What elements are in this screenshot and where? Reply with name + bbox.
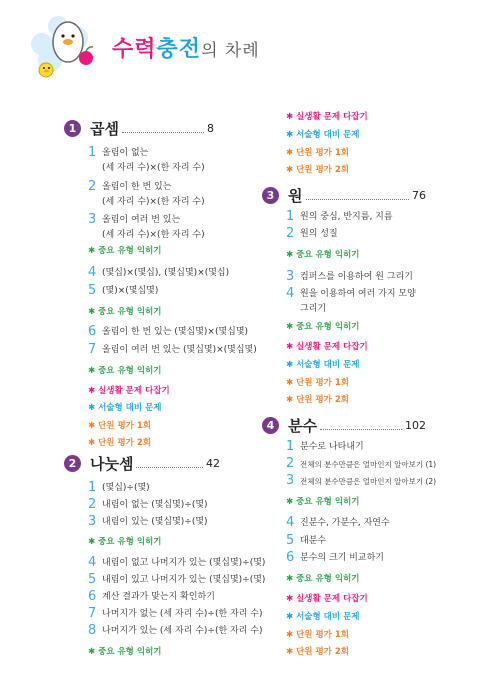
lesson-item[interactable] — [286, 515, 390, 531]
lesson-item[interactable] — [88, 589, 215, 605]
chapter-page: 8 — [207, 121, 214, 135]
lesson-number: 6 — [88, 589, 97, 604]
extra-practice-link[interactable]: ✱ 실생활 문제 다잡기 — [286, 342, 368, 352]
lesson-line: 올림이 한 번 있는 (몇십몇)×(몇십몇) — [102, 327, 249, 337]
chapter-3-heading[interactable] — [262, 184, 426, 206]
lesson-number: 4 — [88, 555, 97, 570]
extra-label: 단원 평가 2회 — [98, 438, 151, 448]
extra-label: 서술형 대비 문제 — [296, 130, 360, 140]
lesson-item[interactable] — [88, 480, 150, 496]
extra-label: 실생활 문제 다잡기 — [296, 342, 368, 352]
extra-label: 서술형 대비 문제 — [296, 612, 360, 622]
lesson-title — [102, 342, 257, 358]
lesson-number: 5 — [286, 533, 295, 548]
extra-test-2-link[interactable]: ✱ 단원 평가 2회 — [286, 165, 349, 175]
lesson-item[interactable] — [88, 265, 229, 281]
lesson-title — [102, 606, 262, 622]
lesson-line: 진분수, 가분수, 자연수 — [300, 518, 390, 528]
lesson-title — [300, 473, 436, 489]
extra-label: 단원 평가 2회 — [296, 395, 349, 405]
extra-test-1-link[interactable]: ✱ 단원 평가 1회 — [286, 378, 349, 388]
lesson-item[interactable] — [286, 456, 436, 472]
chapter-page: 42 — [206, 456, 220, 470]
lesson-title — [102, 480, 150, 496]
extra-test-1-link[interactable]: ✱ 단원 평가 1회 — [286, 148, 349, 158]
lesson-line: 전체의 분수만큼은 얼마인지 알아보기 (1) — [300, 460, 437, 469]
lesson-number: 3 — [286, 269, 295, 284]
lesson-title — [102, 324, 248, 340]
lesson-item[interactable] — [286, 286, 416, 317]
review-label: 중요 유형 익히기 — [98, 537, 162, 547]
lesson-number: 7 — [88, 342, 97, 357]
lesson-number: 2 — [88, 179, 97, 194]
leader-dots — [122, 123, 204, 133]
lesson-line: (세 자리 수)×(한 자리 수) — [102, 230, 205, 240]
lesson-title — [102, 497, 208, 513]
chapter-number-badge: 1 — [64, 120, 81, 137]
lesson-line: (몇)×(몇십몇) — [102, 286, 159, 296]
lesson-item[interactable] — [88, 555, 265, 571]
review-item[interactable]: ✱ 중요 유형 익히기 — [88, 366, 162, 376]
chapter-title: 분수 — [288, 416, 317, 435]
lesson-number: 8 — [88, 623, 97, 638]
extra-test-2-link[interactable]: ✱ 단원 평가 2회 — [88, 438, 151, 448]
extra-test-1-link[interactable]: ✱ 단원 평가 1회 — [88, 421, 151, 431]
review-item[interactable]: ✱ 중요 유형 익히기 — [286, 574, 360, 584]
lesson-item[interactable] — [286, 209, 393, 225]
lesson-line: 원을 이용하여 여러 가지 모양 — [300, 289, 416, 299]
lesson-title — [300, 269, 413, 285]
lesson-line: 올림이 여러 번 있는 (몇십몇)×(몇십몇) — [102, 345, 257, 355]
extra-practice-link[interactable]: ✱ 실생활 문제 다잡기 — [88, 386, 170, 396]
title-char-3: 충 — [156, 37, 179, 62]
lesson-title — [102, 589, 215, 605]
review-item[interactable]: ✱ 중요 유형 익히기 — [88, 647, 162, 657]
extra-label: 실생활 문제 다잡기 — [98, 386, 170, 396]
lesson-number: 2 — [286, 456, 295, 471]
lesson-line: 올림이 없는 — [102, 148, 149, 158]
lesson-title — [300, 286, 416, 317]
review-label: 중요 유형 익히기 — [98, 366, 162, 376]
chapter-page: 76 — [412, 188, 426, 202]
lesson-number: 4 — [286, 515, 295, 530]
chapter-page: 102 — [405, 418, 426, 432]
lesson-item[interactable] — [88, 572, 265, 588]
lesson-title — [102, 145, 205, 176]
lesson-number: 7 — [88, 606, 97, 621]
title-char-1: 수 — [112, 37, 135, 62]
lesson-number: 5 — [88, 283, 97, 298]
lesson-item[interactable] — [88, 623, 262, 639]
extra-essay-link[interactable]: ✱ 서술형 대비 문제 — [286, 360, 360, 370]
lesson-item[interactable] — [88, 212, 205, 243]
page-title — [112, 32, 260, 63]
lesson-line: 분수로 나타내기 — [300, 442, 364, 452]
lesson-number: 3 — [286, 473, 295, 488]
lesson-line: 올림이 여러 번 있는 — [102, 215, 181, 225]
lesson-title — [102, 265, 229, 281]
chapter-title: 곱셈 — [90, 119, 119, 138]
extra-label: 서술형 대비 문제 — [98, 403, 162, 413]
lesson-title — [102, 555, 265, 571]
extra-label: 단원 평가 2회 — [296, 647, 349, 657]
lesson-title — [102, 283, 158, 299]
lesson-number: 4 — [88, 265, 97, 280]
review-item[interactable]: ✱ 중요 유형 익히기 — [286, 250, 360, 260]
lesson-number: 6 — [88, 324, 97, 339]
chapter-1-heading[interactable] — [64, 117, 214, 139]
review-item[interactable]: ✱ 중요 유형 익히기 — [88, 537, 162, 547]
extra-label: 서술형 대비 문제 — [296, 360, 360, 370]
title-char-2: 력 — [134, 37, 157, 62]
lesson-title — [102, 212, 205, 243]
lesson-item[interactable] — [88, 606, 262, 622]
lesson-line: 내림이 있는 (몇십몇)÷(몇) — [102, 517, 208, 527]
title-suffix: 의 차례 — [201, 41, 260, 61]
lesson-title — [102, 179, 205, 210]
extra-label: 단원 평가 1회 — [98, 421, 151, 431]
duck-mascot-icon — [28, 8, 108, 88]
lesson-item[interactable] — [88, 179, 205, 210]
review-label: 중요 유형 익히기 — [98, 307, 162, 317]
lesson-line: 나머지가 없는 (세 자리 수)÷(한 자리 수) — [102, 609, 263, 619]
lesson-line: 분수의 크기 비교하기 — [300, 553, 384, 563]
lesson-line: 원의 중심, 반지름, 지름 — [300, 212, 393, 222]
lesson-item[interactable] — [286, 550, 384, 566]
lesson-line: (몇십)÷(몇) — [102, 483, 150, 493]
lesson-item[interactable] — [88, 514, 208, 530]
chapter-title: 나눗셈 — [90, 454, 134, 473]
lesson-line: 계산 결과가 맞는지 확인하기 — [102, 592, 215, 602]
lesson-item[interactable] — [286, 473, 436, 489]
lesson-number: 3 — [88, 212, 97, 227]
lesson-title — [300, 209, 393, 225]
lesson-number: 1 — [88, 145, 97, 160]
lesson-number: 3 — [88, 514, 97, 529]
lesson-number: 6 — [286, 550, 295, 565]
review-item[interactable]: ✱ 중요 유형 익히기 — [286, 497, 360, 507]
lesson-number: 1 — [88, 480, 97, 495]
extra-essay-link[interactable]: ✱ 서술형 대비 문제 — [286, 130, 360, 140]
lesson-item[interactable] — [88, 342, 257, 358]
lesson-line: 그리기 — [300, 304, 327, 314]
lesson-line: 올림이 한 번 있는 — [102, 182, 172, 192]
leader-dots — [306, 190, 410, 200]
lesson-number: 1 — [286, 209, 295, 224]
review-label: 중요 유형 익히기 — [296, 250, 360, 260]
extra-essay-link[interactable]: ✱ 서술형 대비 문제 — [286, 612, 360, 622]
leader-dots — [320, 420, 402, 430]
extra-test-2-link[interactable]: ✱ 단원 평가 2회 — [286, 647, 349, 657]
lesson-item[interactable] — [286, 226, 338, 242]
lesson-line: 내림이 없고 나머지가 있는 (몇십몇)÷(몇) — [102, 558, 266, 568]
lesson-title — [102, 623, 262, 639]
extra-label: 실생활 문제 다잡기 — [296, 112, 368, 122]
leader-dots — [136, 458, 203, 468]
lesson-line: 대분수 — [300, 536, 327, 546]
chapter-4-heading[interactable] — [262, 414, 426, 436]
lesson-line: 전체의 분수만큼은 얼마인지 알아보기 (2) — [300, 477, 437, 486]
lesson-title — [300, 439, 364, 455]
lesson-line: 내림이 있고 나머지가 있는 (몇십몇)÷(몇) — [102, 575, 266, 585]
lesson-item[interactable] — [286, 533, 326, 549]
extra-practice-link[interactable]: ✱ 실생활 문제 다잡기 — [286, 594, 368, 604]
review-label: 중요 유형 익히기 — [296, 322, 360, 332]
lesson-item[interactable] — [88, 145, 205, 176]
review-item[interactable]: ✱ 중요 유형 익히기 — [286, 322, 360, 332]
lesson-title — [300, 550, 384, 566]
lesson-line: 내림이 없는 (몇십몇)÷(몇) — [102, 500, 208, 510]
lesson-line: (몇십)×(몇십), (몇십몇)×(몇십) — [102, 268, 230, 278]
extra-label: 단원 평가 1회 — [296, 378, 349, 388]
lesson-line: 원의 성질 — [300, 229, 338, 239]
lesson-title — [300, 515, 390, 531]
chapter-title: 원 — [288, 186, 303, 205]
lesson-item[interactable] — [88, 497, 208, 513]
lesson-item[interactable] — [286, 439, 364, 455]
lesson-item[interactable] — [286, 269, 413, 285]
extra-test-1-link[interactable]: ✱ 단원 평가 1회 — [286, 630, 349, 640]
extra-label: 단원 평가 1회 — [296, 148, 349, 158]
lesson-title — [300, 533, 326, 549]
review-item[interactable]: ✱ 중요 유형 익히기 — [88, 307, 162, 317]
lesson-line: (세 자리 수)×(한 자리 수) — [102, 197, 205, 207]
review-label: 중요 유형 익히기 — [296, 574, 360, 584]
lesson-line: 컴퍼스를 이용하여 원 그리기 — [300, 272, 413, 282]
review-item[interactable]: ✱ 중요 유형 익히기 — [88, 246, 162, 256]
page-header — [0, 0, 500, 100]
lesson-title — [102, 572, 265, 588]
lesson-line: (세 자리 수)×(한 자리 수) — [102, 163, 205, 173]
lesson-number: 4 — [286, 286, 295, 301]
extra-label: 단원 평가 1회 — [296, 630, 349, 640]
lesson-item[interactable] — [88, 324, 248, 340]
extra-label: 실생활 문제 다잡기 — [296, 594, 368, 604]
lesson-number: 5 — [88, 572, 97, 587]
chapter-number-badge: 4 — [262, 417, 279, 434]
lesson-title — [300, 226, 338, 242]
review-label: 중요 유형 익히기 — [98, 647, 162, 657]
lesson-line: 나머지가 있는 (세 자리 수)÷(한 자리 수) — [102, 626, 263, 636]
lesson-number: 2 — [88, 497, 97, 512]
review-label: 중요 유형 익히기 — [296, 497, 360, 507]
review-label: 중요 유형 익히기 — [98, 246, 162, 256]
lesson-number: 1 — [286, 439, 295, 454]
lesson-item[interactable] — [88, 283, 158, 299]
chapter-number-badge: 3 — [262, 187, 279, 204]
lesson-number: 2 — [286, 226, 295, 241]
chapter-2-heading[interactable] — [64, 452, 220, 474]
chapter-number-badge: 2 — [64, 455, 81, 472]
extra-test-2-link[interactable]: ✱ 단원 평가 2회 — [286, 395, 349, 405]
lesson-title — [102, 514, 208, 530]
extra-label: 단원 평가 2회 — [296, 165, 349, 175]
extra-practice-link[interactable]: ✱ 실생활 문제 다잡기 — [286, 112, 368, 122]
extra-essay-link[interactable]: ✱ 서술형 대비 문제 — [88, 403, 162, 413]
lesson-title — [300, 456, 436, 472]
title-char-4: 전 — [178, 37, 202, 62]
